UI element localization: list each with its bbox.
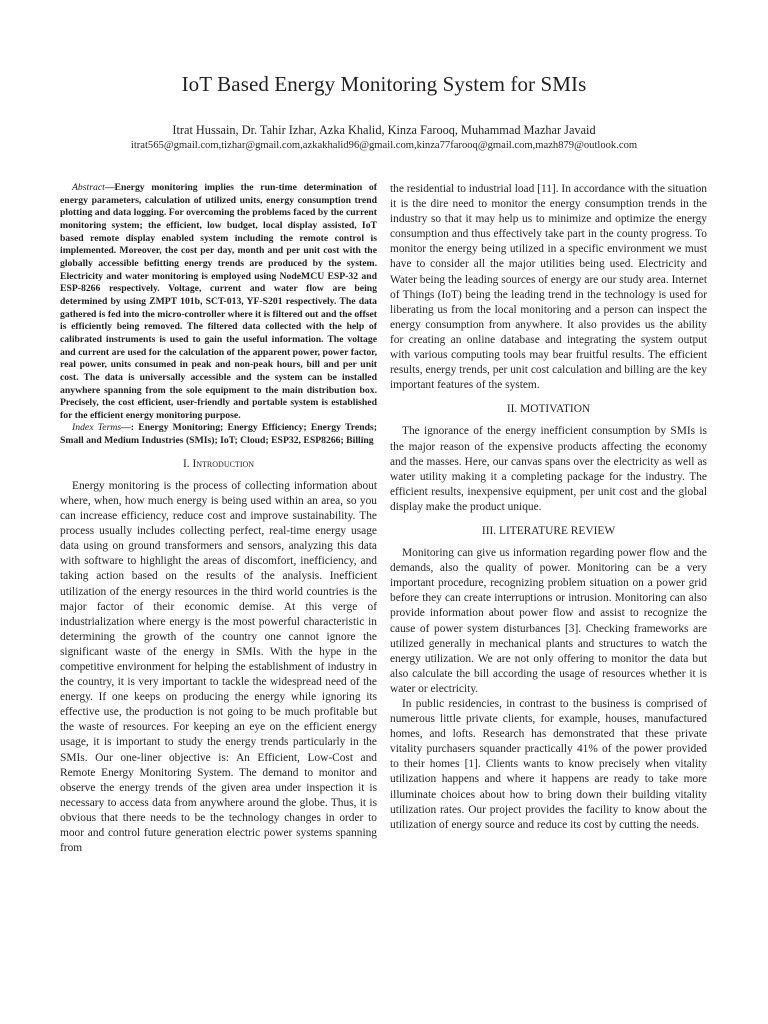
author-list: Itrat Hussain, Dr. Tahir Izhar, Azka Khalid, Kinza Farooq, Muhammad Mazhar Javaid	[172, 123, 596, 137]
motivation-heading: II. MOTIVATION	[506, 403, 591, 416]
index-terms-text: —: Energy Monitoring; Energy Efficiency; Energy Trends; Small and Medium Industries (SMIs); IoT; Cloud; ESP32, ESP8266; Billing	[60, 422, 377, 447]
introduction-heading	[60, 457, 377, 472]
introduction-paragraph-continued: the residential to industrial load [11]. In accordance with the situation it is the dire need to monitor the energy consumption trends in the industry so that it may help us to minimize and optimize the energy consumption and thus effectively take part in the county progress. To monitor the energy being utilized in a specific environment we must have to consider all the major utilities being used. Electricity and Water being the leading sources of energy are our study area. Internet of Things (IoT) being the leading trend in the technology is used for liberating us from the local monitoring and a person can inspect the energy consumption from anywhere. It also provides us the ability for creating an online database and integrating the system output with various computing tools may bear fruitful results. The efficient results, energy trends, per unit cost calculation and billing are the key important features of the system.	[390, 183, 707, 392]
abstract-text: —Energy monitoring implies the run-time determination of energy parameters, calculation of utilized units, energy consumption trend plotting and data logging. For overcoming the problems faced by the current monitoring system; the efficient, low budget, local display assisted, IoT based remote display enabled system including the remote control is implemented. Moreover, the cost per day, month and per unit cost with the globally accessible befitting energy trends are produced by the system. Electricity and water monitoring is employed using NodeMCU ESP-32 and ESP-8266 respectively. Voltage, current and water flow are being determined by using ZMPT 101b, SCT-013, YF-S201 respectively. The data gathered is fed into the micro-controller where it is filtered out and the offset is efficiently being removed. The filtered data collected with the help of calibrated instruments is used to gain the useful information. The voltage and current are used for the calculation of the apparent power, power factor, real power, units consumed in peak and non-peak hours, bill and per unit cost. The data is universally accessible and the system can be installed anywhere spanning from the sole equipment to the main distribution box. Precisely, the cost efficient, user-friendly and portable system is established for the efficient energy monitoring purpose.	[60, 182, 377, 421]
motivation-paragraph: The ignorance of the energy inefficient consumption by SMIs is the major reason of the expensive products affecting the economy and the masses. Here, our canvas spans over the electricity as well as water utility making it a completing package for the industry. The efficient results, inexpensive equipment, per unit cost and the global display make the product unique.	[390, 425, 707, 513]
literature-review-paragraph-1: Monitoring can give us information regarding power flow and the demands, also the quality of power. Monitoring can be a very important procedure, recognizing problem situation on a power grid before they can create interruptions or intrusion. Monitoring can also provide information about power flow and assist to recognize the cause of power system disturbances [3]. Checking frameworks are utilized generally in mechanical plants and structures to watch the energy utilization. We are not only offering to monitor the data but also calculate the bill according the usage of resources whether it is water or electricity.	[390, 547, 707, 695]
author-emails: itrat565@gmail.com,tizhar@gmail.com,azkakhalid96@gmail.com,kinza77farooq@gmail.com,mazh879@outlook.com	[130, 140, 638, 151]
index-terms-label: Index Terms	[72, 422, 122, 434]
abstract-label: Abstract	[72, 182, 105, 193]
introduction-title: Introduction	[192, 457, 255, 470]
introduction-paragraph-1: Energy monitoring is the process of collecting information about where, when, how much energy is being used within an area, so you can increase efficiency, reduce cost and improve sustainability. The process usually includes collecting perfect, real-time energy usage data using on ground transformers and sensors, analyzing this data with software to highlight the areas of discomfort, inefficiency, and taking action based on the results of the analysis. Inefficient utilization of the energy resources in the third world countries is the major factor of their economic demise. At this verge of industrialization where energy is the most powerful characteristic in determining the growth of the country one cannot ignore the significant waste of the energy in SMIs. With the hype in the competitive environment for helping the establishment of industry in the country, it is very important to tackle the widespread need of the energy. If one keeps on producing the energy while ignoring its effective use, the production is not going to be much profitable but the waste of resources. For keeping an eye on the efficient energy usage, it is important to study the energy trends particularly in the SMIs. Our one-liner objective is: An Efficient, Low-Cost and Remote Energy Monitoring System. The demand to monitor and observe the energy trends of the given area under inspection it is necessary to access data from anywhere around the globe. Thus, it is obvious that there needs to be the technology changes in order to moor and control future generation electric power systems spanning from	[60, 479, 377, 855]
paper-title: IoT Based Energy Monitoring System for SMIs	[181, 72, 587, 96]
left-column	[60, 182, 377, 856]
right-column	[390, 182, 707, 833]
index-terms	[60, 422, 377, 447]
literature-review-paragraph-2: In public residencies, in contrast to the business is comprised of numerous little private clients, for example, houses, manufactured homes, and lofts. Research has demonstrated that these private vitality purchasers squander practically 41% of the power provided to their homes [1]. Clients wants to know precisely when vitality utilization happens and where it happens are ready to take more illuminate choices about how to bring down their building vitality utilization rates. Our project provides the facility to know about the utilization of energy source and reduce its cost by cutting the needs.	[390, 698, 707, 831]
abstract	[60, 182, 377, 422]
introduction-number: I.	[182, 457, 190, 470]
literature-review-heading: III. LITERATURE REVIEW	[481, 524, 616, 537]
